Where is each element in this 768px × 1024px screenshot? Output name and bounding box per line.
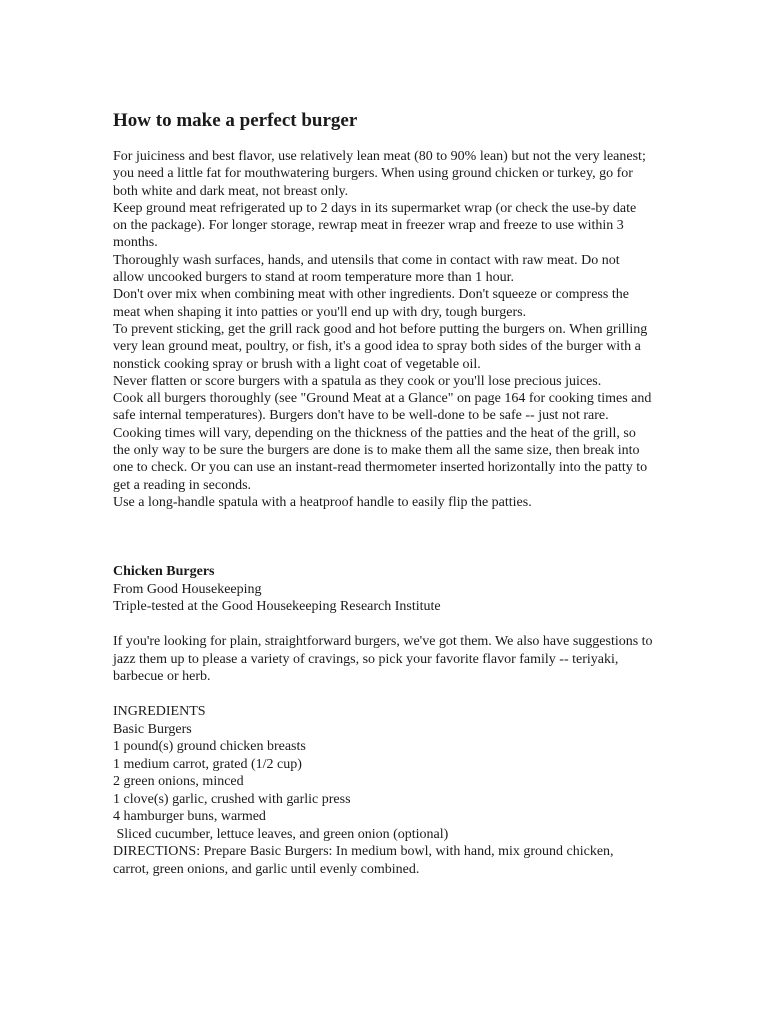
tip-paragraph: Never flatten or score burgers with a spatula as they cook or you'll lose precious juices. [113, 373, 602, 389]
recipe-section [113, 563, 653, 878]
tip-paragraph: Thoroughly wash surfaces, hands, and utensils that come in contact with raw meat. Do not allow uncooked burgers to stand at room temperature more than 1 hour. [113, 252, 620, 286]
recipe-title: Chicken Burgers [113, 564, 215, 579]
ingredients-subheading: Basic Burgers [113, 721, 192, 737]
tip-paragraph: For juiciness and best flavor, use relatively lean meat (80 to 90% lean) but not the very leanest; you need a little fat for mouthwatering burgers. When using ground chicken or turkey, go for both white and dark meat, not breast only. [113, 149, 646, 199]
directions-text: DIRECTIONS: Prepare Basic Burgers: In medium bowl, with hand, mix ground chicken, carrot, green onions, and garlic until evenly combined. [113, 844, 614, 877]
ingredients-heading: INGREDIENTS [113, 704, 206, 719]
tip-paragraph: Keep ground meat refrigerated up to 2 days in its supermarket wrap (or check the use-by date on the package). For longer storage, rewrap meat in freezer wrap and freeze to use within 3 months. [113, 200, 637, 251]
ingredient-item: Sliced cucumber, lettuce leaves, and green onion (optional) [113, 826, 449, 842]
spacer [113, 686, 653, 704]
tip-paragraph: Cook all burgers thoroughly (see "Ground Meat at a Glance" on page 164 for cooking times and safe internal temperatures). Burgers don't have to be well-done to be safe -- just not rare. Cooking times will vary, depending on the thickness of the patties and the heat of the grill, so the only way to be sure the burgers are done is to make them all the same size, then break into one to check. Or you can use an instant-read thermometer inserted horizontally into the patty to get a reading in seconds. [113, 391, 652, 493]
tip-paragraph: Don't over mix when combining meat with other ingredients. Don't squeeze or compress the meat when shaping it into patties or you'll end up with dry, tough burgers. [113, 287, 629, 320]
ingredient-item: 2 green onions, minced [113, 774, 244, 789]
ingredient-item: 1 clove(s) garlic, crushed with garlic press [113, 791, 351, 807]
ingredient-item: 4 hamburger buns, warmed [113, 809, 266, 824]
recipe-source: From Good Housekeeping [113, 581, 262, 597]
tips-section [113, 148, 653, 511]
recipe-tested-note: Triple-tested at the Good Housekeeping Research Institute [113, 599, 441, 614]
spacer [113, 616, 653, 634]
ingredient-item: 1 medium carrot, grated (1/2 cup) [113, 756, 302, 772]
ingredient-item: 1 pound(s) ground chicken breasts [113, 739, 306, 754]
recipe-intro: If you're looking for plain, straightforward burgers, we've got them. We also have suggestions to jazz them up to please a variety of cravings, so pick your favorite flavor family -- teriyaki, barbecue or herb. [113, 634, 653, 684]
tip-paragraph: Use a long-handle spatula with a heatproof handle to easily flip the patties. [113, 494, 532, 510]
page-title: How to make a perfect burger [113, 110, 358, 131]
tip-paragraph: To prevent sticking, get the grill rack good and hot before putting the burgers on. When grilling very lean ground meat, poultry, or fish, it's a good idea to spray both sides of the burger with a nonstick cooking spray or brush with a light coat of vegetable oil. [113, 321, 648, 372]
